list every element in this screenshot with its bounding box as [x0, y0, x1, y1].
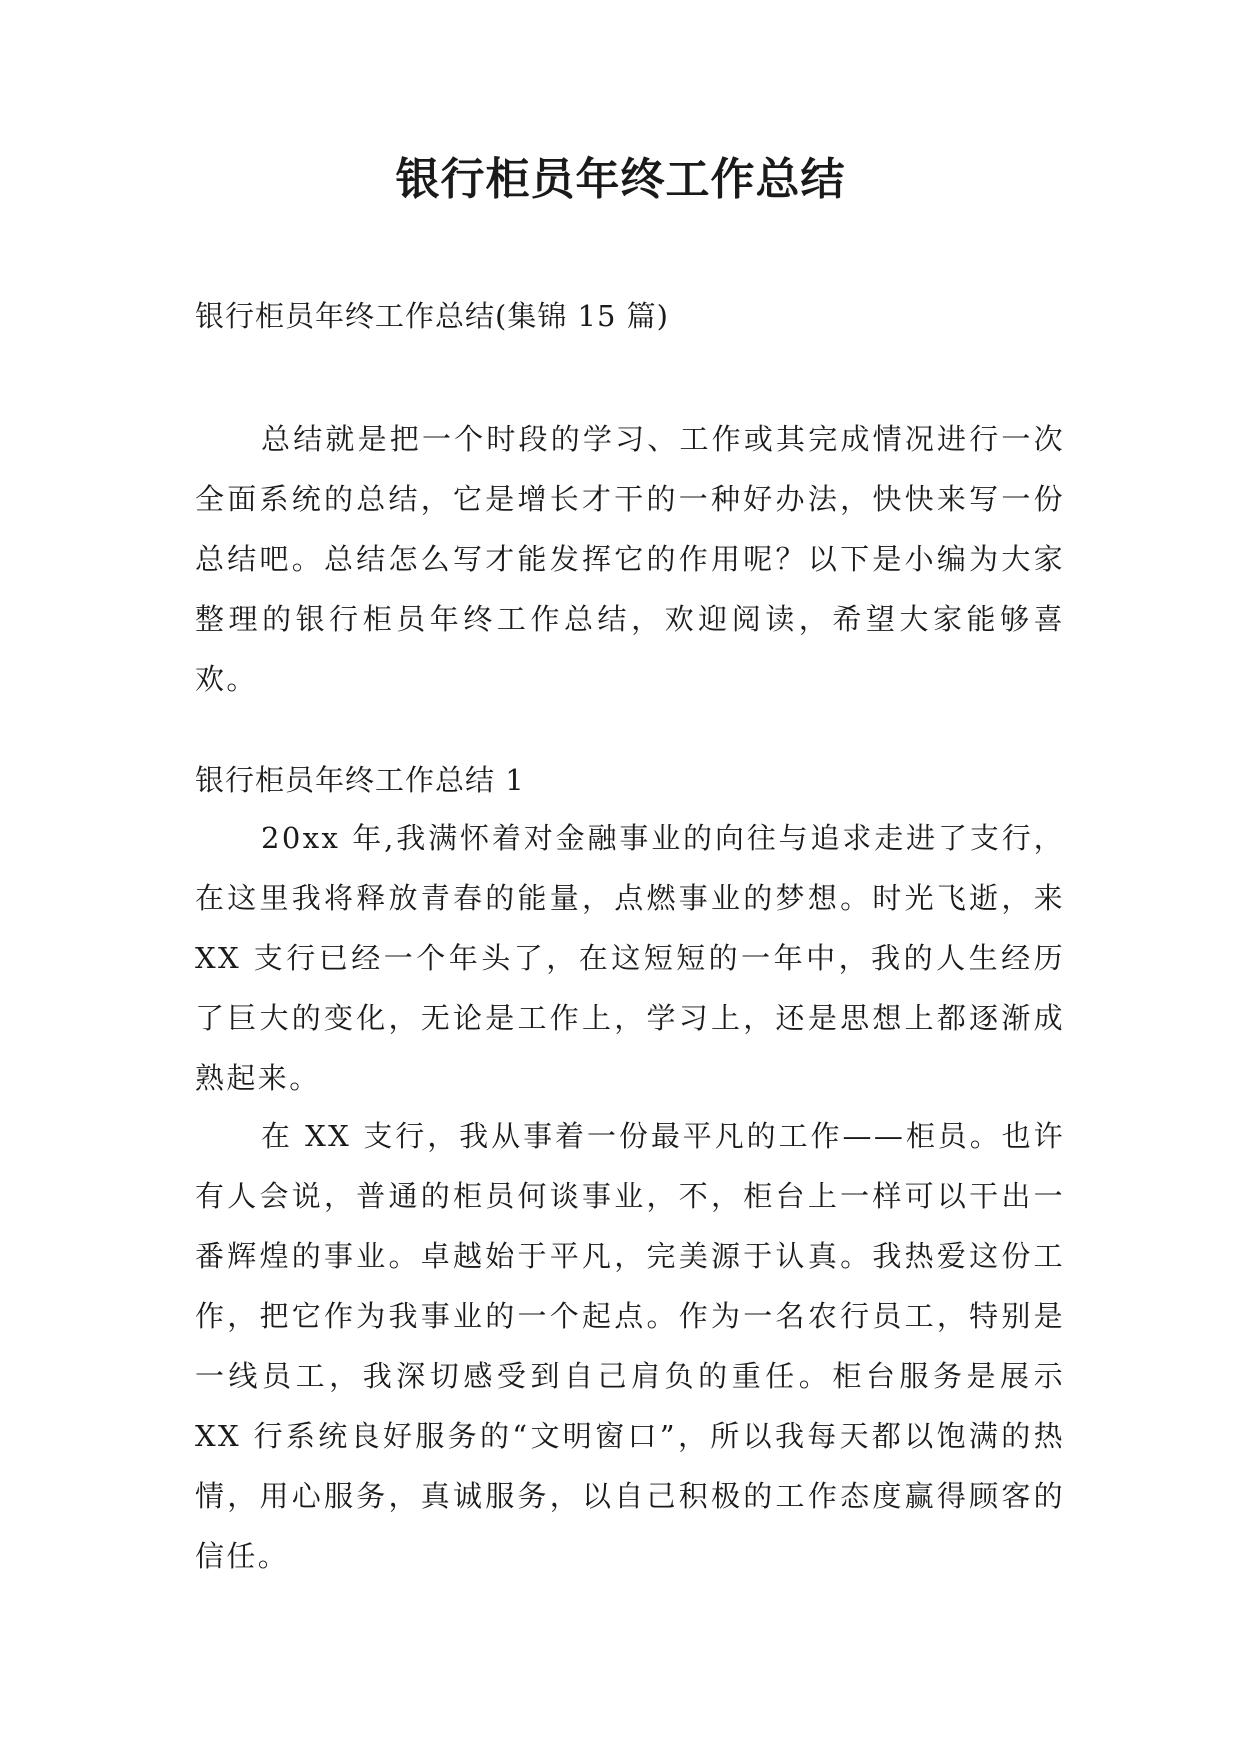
intro-paragraph: 总结就是把一个时段的学习、工作或其完成情况进行一次全面系统的总结，它是增长才干的一种好办法，快快来写一份总结吧。总结怎么写才能发挥它的作用呢？以下是小编为大家整理的银行柜员年终工作总结，欢迎阅读，希望大家能够喜欢。 — [195, 422, 1065, 696]
document-subtitle: 银行柜员年终工作总结(集锦 15 篇) — [195, 299, 669, 333]
body-paragraph: 在 XX 支行，我从事着一份最平凡的工作——柜员。也许有人会说，普通的柜员何谈事业，不，柜台上一样可以干出一番辉煌的事业。卓越始于平凡，完美源于认真。我热爱这份工作，把它作为我事业的一个起点。作为一名农行员工，特别是一线员工，我深切感受到自己肩负的重任。柜台服务是展示 XX 行系统良好服务的“文明窗口”，所以我每天都以饱满的热情，用心服务，真诚服务，以自己积极的工作态度赢得顾客的信任。 — [195, 1119, 1065, 1573]
document-title: 银行柜员年终工作总结 — [395, 154, 846, 205]
body-paragraph: 20xx 年,我满怀着对金融事业的向往与追求走进了支行，在这里我将释放青春的能量，点燃事业的梦想。时光飞逝，来 XX 支行已经一个年头了，在这短短的一年中，我的人生经历了巨大的变化，无论是工作上，学习上，还是思想上都逐渐成熟起来。 — [195, 821, 1065, 1095]
section-heading: 银行柜员年终工作总结 1 — [195, 763, 525, 797]
